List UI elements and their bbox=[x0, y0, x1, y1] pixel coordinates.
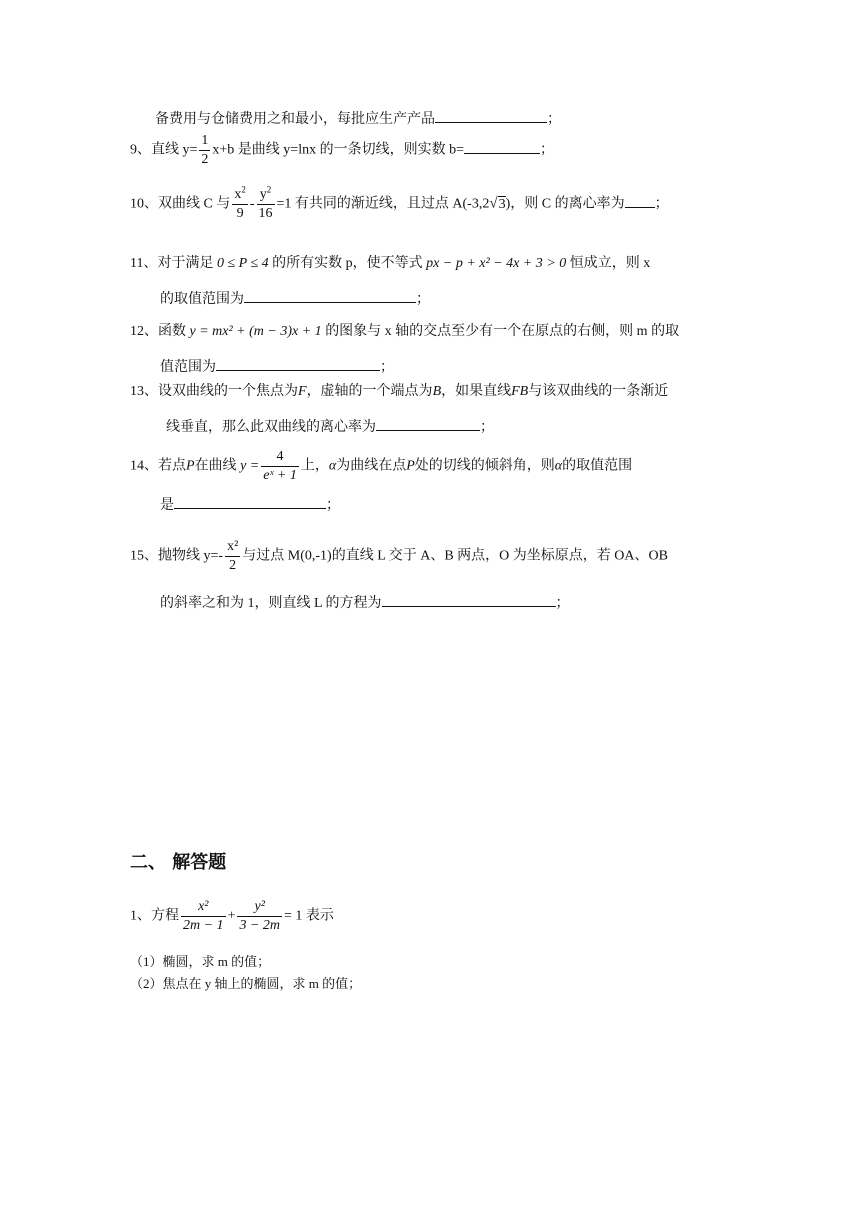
question-11-line2: 的取值范围为 ； bbox=[160, 288, 430, 310]
question-15-line2: 的斜率之和为 1，则直线 L 的方程为 ； bbox=[160, 592, 570, 614]
fraction: $\frac{4}{\text{eˣ + 1}}$ bbox=[263, 449, 297, 483]
fraction: $\frac{\text{x²}}{2m - 1}$ bbox=[183, 899, 224, 933]
fraction: $\frac{1}{2}$ bbox=[201, 133, 209, 167]
question-12: 12、函数 y = mx² + (m − 3)x + 1 的图象与 x 轴的交点至少有一个在原点的右侧，则 m 的取 bbox=[130, 324, 680, 339]
answer-blank[interactable] bbox=[435, 108, 547, 123]
question-14-line2: 是 ； bbox=[160, 494, 340, 516]
answer-blank[interactable] bbox=[216, 356, 380, 371]
section-heading: 二、 解答题 bbox=[130, 852, 227, 873]
problem-1-part-1: （1）椭圆，求 m 的值； bbox=[130, 954, 271, 969]
answer-blank[interactable] bbox=[174, 494, 326, 509]
problem-1-part-2: （2）焦点在 y 轴上的椭圆，求 m 的值； bbox=[130, 976, 362, 991]
question-13-line2: 线垂直，那么此双曲线的离心率为 ； bbox=[166, 416, 494, 438]
fraction: $\frac{y^2}{16}$ bbox=[258, 184, 273, 221]
question-9: 9、直线 y= $\frac{1}{2}$ x+b 是曲线 y=lnx 的一条切线，则实数 b= ； bbox=[130, 133, 554, 167]
question-13: 13、设双曲线的一个焦点为F，虚轴的一个端点为B，如果直线FB与该双曲线的一条渐近 bbox=[130, 384, 669, 399]
question-14: 14、若点P在曲线 y = $\frac{4}{\text{eˣ + 1}}$ 上，α为曲线在点P处的切线的倾斜角，则α的取值范围 bbox=[130, 449, 633, 483]
fraction: $\frac{x^2}{9}$ bbox=[234, 184, 246, 221]
question-11: 11、对于满足 0 ≤ P ≤ 4 的所有实数 p，使不等式 px − p + x² − 4x + 3 > 0 恒成立，则 x bbox=[130, 256, 651, 271]
answer-blank[interactable] bbox=[382, 592, 556, 607]
answer-blank[interactable] bbox=[376, 416, 480, 431]
answer-blank[interactable] bbox=[464, 139, 540, 154]
q8-continuation: 备费用与仓储费用之和最小，每批应生产产品 ； bbox=[155, 108, 561, 130]
question-10: 10、双曲线 C 与 $\frac{x^2}{9}$ - $\frac{y^2}{16}$ =1 有共同的渐近线，且过点 A(-3,2√3)，则 C 的离心率为 ； bbox=[130, 184, 669, 221]
answer-blank[interactable] bbox=[625, 193, 655, 208]
problem-1: 1、方程 $\frac{\text{x²}}{2m - 1}$ + $\frac{\text{y²}}{3 - 2m}$ = 1 表示 bbox=[130, 899, 334, 933]
fraction: $\frac{\text{x²}}{2}$ bbox=[227, 539, 239, 573]
question-12-line2: 值范围为 ； bbox=[160, 356, 394, 378]
answer-blank[interactable] bbox=[244, 288, 416, 303]
fraction: $\frac{\text{y²}}{3 - 2m}$ bbox=[239, 899, 281, 933]
question-15: 15、抛物线 y=- $\frac{\text{x²}}{2}$ 与过点 M(0,-1)的直线 L 交于 A、B 两点，O 为坐标原点，若 OA、OB bbox=[130, 539, 668, 573]
